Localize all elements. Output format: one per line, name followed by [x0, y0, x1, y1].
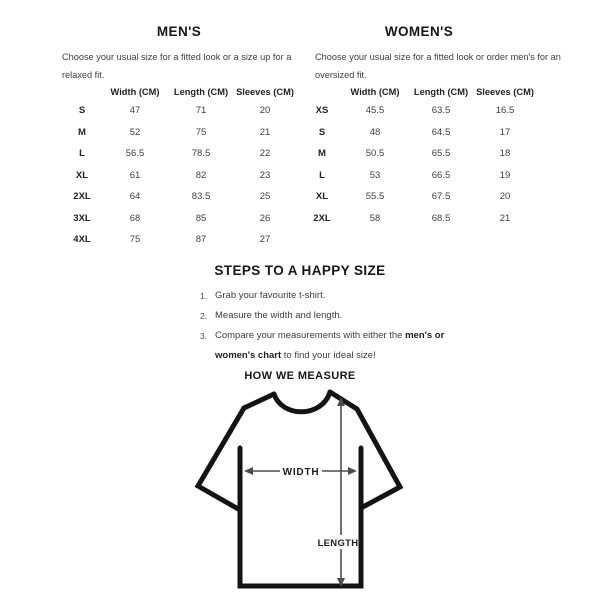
mens-description [62, 48, 296, 84]
size-label: XL [75, 169, 89, 181]
size-label: S [78, 105, 86, 117]
size-row [302, 165, 536, 187]
measurement-value: 47 [129, 105, 141, 117]
measurement-value: 82 [195, 169, 207, 181]
column-header-length: Length (CM) [173, 87, 229, 97]
steps-title: STEPS TO A HAPPY SIZE [214, 262, 386, 278]
measurement-value: 85 [195, 212, 207, 224]
measurement-value: 20 [259, 105, 271, 117]
measurement-value: 87 [195, 234, 207, 246]
measurement-value: 66.5 [431, 169, 451, 181]
size-row [62, 208, 296, 230]
length-label: LENGTH [317, 537, 359, 549]
step-number: 3. [200, 330, 208, 341]
size-label: L [319, 169, 325, 181]
step-text-line2 [215, 350, 376, 361]
column-header-size [62, 84, 102, 100]
measurement-value: 68 [129, 212, 141, 224]
mens-size-section [62, 24, 296, 251]
womens-header-row [302, 84, 536, 100]
width-arrowhead-left [244, 467, 253, 475]
step-text-bold: men's or [405, 329, 445, 341]
measurement-value: 18 [499, 148, 511, 160]
step-text-bold: women's chart [215, 349, 282, 361]
column-header-width: Width (CM) [350, 87, 400, 97]
size-label: XS [315, 105, 329, 117]
size-label: M [78, 126, 86, 138]
measurement-value: 17 [499, 126, 511, 138]
measurement-value: 45.5 [365, 105, 385, 117]
column-header-length: Length (CM) [413, 87, 469, 97]
measurement-value: 21 [259, 126, 271, 138]
measurement-value: 64.5 [431, 126, 451, 138]
measure-arrows [247, 402, 354, 583]
step-text: Grab your favourite t-shirt. [215, 289, 326, 301]
measurement-value: 83.5 [191, 191, 211, 203]
womens-size-section [302, 24, 561, 251]
measurement-value: 52 [129, 126, 141, 138]
arrow-heads [244, 397, 357, 587]
measurement-value: 63.5 [431, 105, 451, 117]
size-row [302, 100, 536, 122]
column-header-width: Width (CM) [110, 87, 160, 97]
size-label: XL [315, 191, 329, 203]
tshirt-collar [274, 392, 330, 412]
tshirt-diagram [190, 386, 410, 600]
measurement-value: 23 [259, 169, 271, 181]
measurement-value: 19 [499, 169, 511, 181]
size-row [62, 122, 296, 144]
step-text-plain: Compare your measurements with either the [215, 329, 406, 341]
measurement-value: 20 [499, 191, 511, 203]
measurement-value: 27 [259, 234, 271, 246]
measurement-value: 55.5 [365, 191, 385, 203]
width-arrowhead-right [348, 467, 357, 475]
size-row [302, 122, 536, 144]
measurement-value: 68.5 [431, 212, 451, 224]
measurement-value: 64 [129, 191, 141, 203]
size-row [302, 143, 536, 165]
measurement-value: 56.5 [125, 148, 145, 160]
measurement-value: 25 [259, 191, 271, 203]
measurement-value: 67.5 [431, 191, 451, 203]
column-header-size [302, 84, 342, 100]
size-label: 3XL [73, 212, 91, 224]
step-text-line1 [215, 330, 444, 341]
measurement-value: 75 [129, 234, 141, 246]
mens-size-table [62, 84, 296, 251]
size-row [302, 208, 536, 230]
step-text-plain: to find your ideal size! [281, 349, 376, 361]
measurement-value: 58 [369, 212, 381, 224]
measurement-value: 16.5 [495, 105, 515, 117]
step-number: 1. [200, 290, 208, 301]
womens-title: WOMEN'S [384, 24, 454, 39]
womens-size-table [302, 84, 536, 229]
measurement-value: 53 [369, 169, 381, 181]
measurement-value: 65.5 [431, 148, 451, 160]
step-item-1 [200, 286, 600, 306]
womens-description [302, 48, 561, 84]
womens-description-line2: oversized fit. [315, 70, 367, 80]
size-label: S [318, 126, 326, 138]
step-number: 2. [200, 310, 208, 321]
size-label: L [79, 148, 85, 160]
size-label: 2XL [313, 212, 331, 224]
measurement-value: 61 [129, 169, 141, 181]
measurement-value: 71 [195, 105, 207, 117]
step-text [215, 326, 444, 366]
tshirt-left-sleeve [198, 394, 274, 510]
size-label: M [318, 148, 326, 160]
step-text: Measure the width and length. [215, 309, 343, 321]
width-label: WIDTH [282, 466, 320, 478]
size-row [62, 143, 296, 165]
size-row [62, 186, 296, 208]
size-row [302, 186, 536, 208]
column-header-sleeves: Sleeves (CM) [476, 87, 534, 97]
tshirt-diagram-wrap [0, 386, 600, 600]
tshirt-outline [198, 392, 400, 586]
mens-description-line2: relaxed fit. [62, 70, 105, 80]
measurement-value: 50.5 [365, 148, 385, 160]
measurement-value: 75 [195, 126, 207, 138]
mens-description-line1: Choose your usual size for a fitted look or a size up for a [62, 52, 292, 62]
size-row [62, 165, 296, 187]
size-row [62, 100, 296, 122]
step-item-3 [200, 326, 600, 366]
measurement-value: 26 [259, 212, 271, 224]
column-header-sleeves: Sleeves (CM) [236, 87, 294, 97]
size-label: 2XL [73, 191, 91, 203]
measurement-value: 48 [369, 126, 381, 138]
step-item-2 [200, 306, 600, 326]
size-label: 4XL [73, 234, 91, 246]
steps-section [0, 263, 600, 366]
measurement-value: 21 [499, 212, 511, 224]
mens-title: MEN'S [156, 24, 202, 39]
womens-description-line1: Choose your usual size for a fitted look or order men's for an [315, 52, 561, 62]
mens-header-row [62, 84, 296, 100]
measurement-value: 22 [259, 148, 271, 160]
measurement-value: 78.5 [191, 148, 211, 160]
size-row [62, 229, 296, 251]
steps-list [200, 286, 600, 366]
how-we-measure-title: HOW WE MEASURE [244, 369, 356, 382]
size-charts-row [0, 0, 600, 251]
